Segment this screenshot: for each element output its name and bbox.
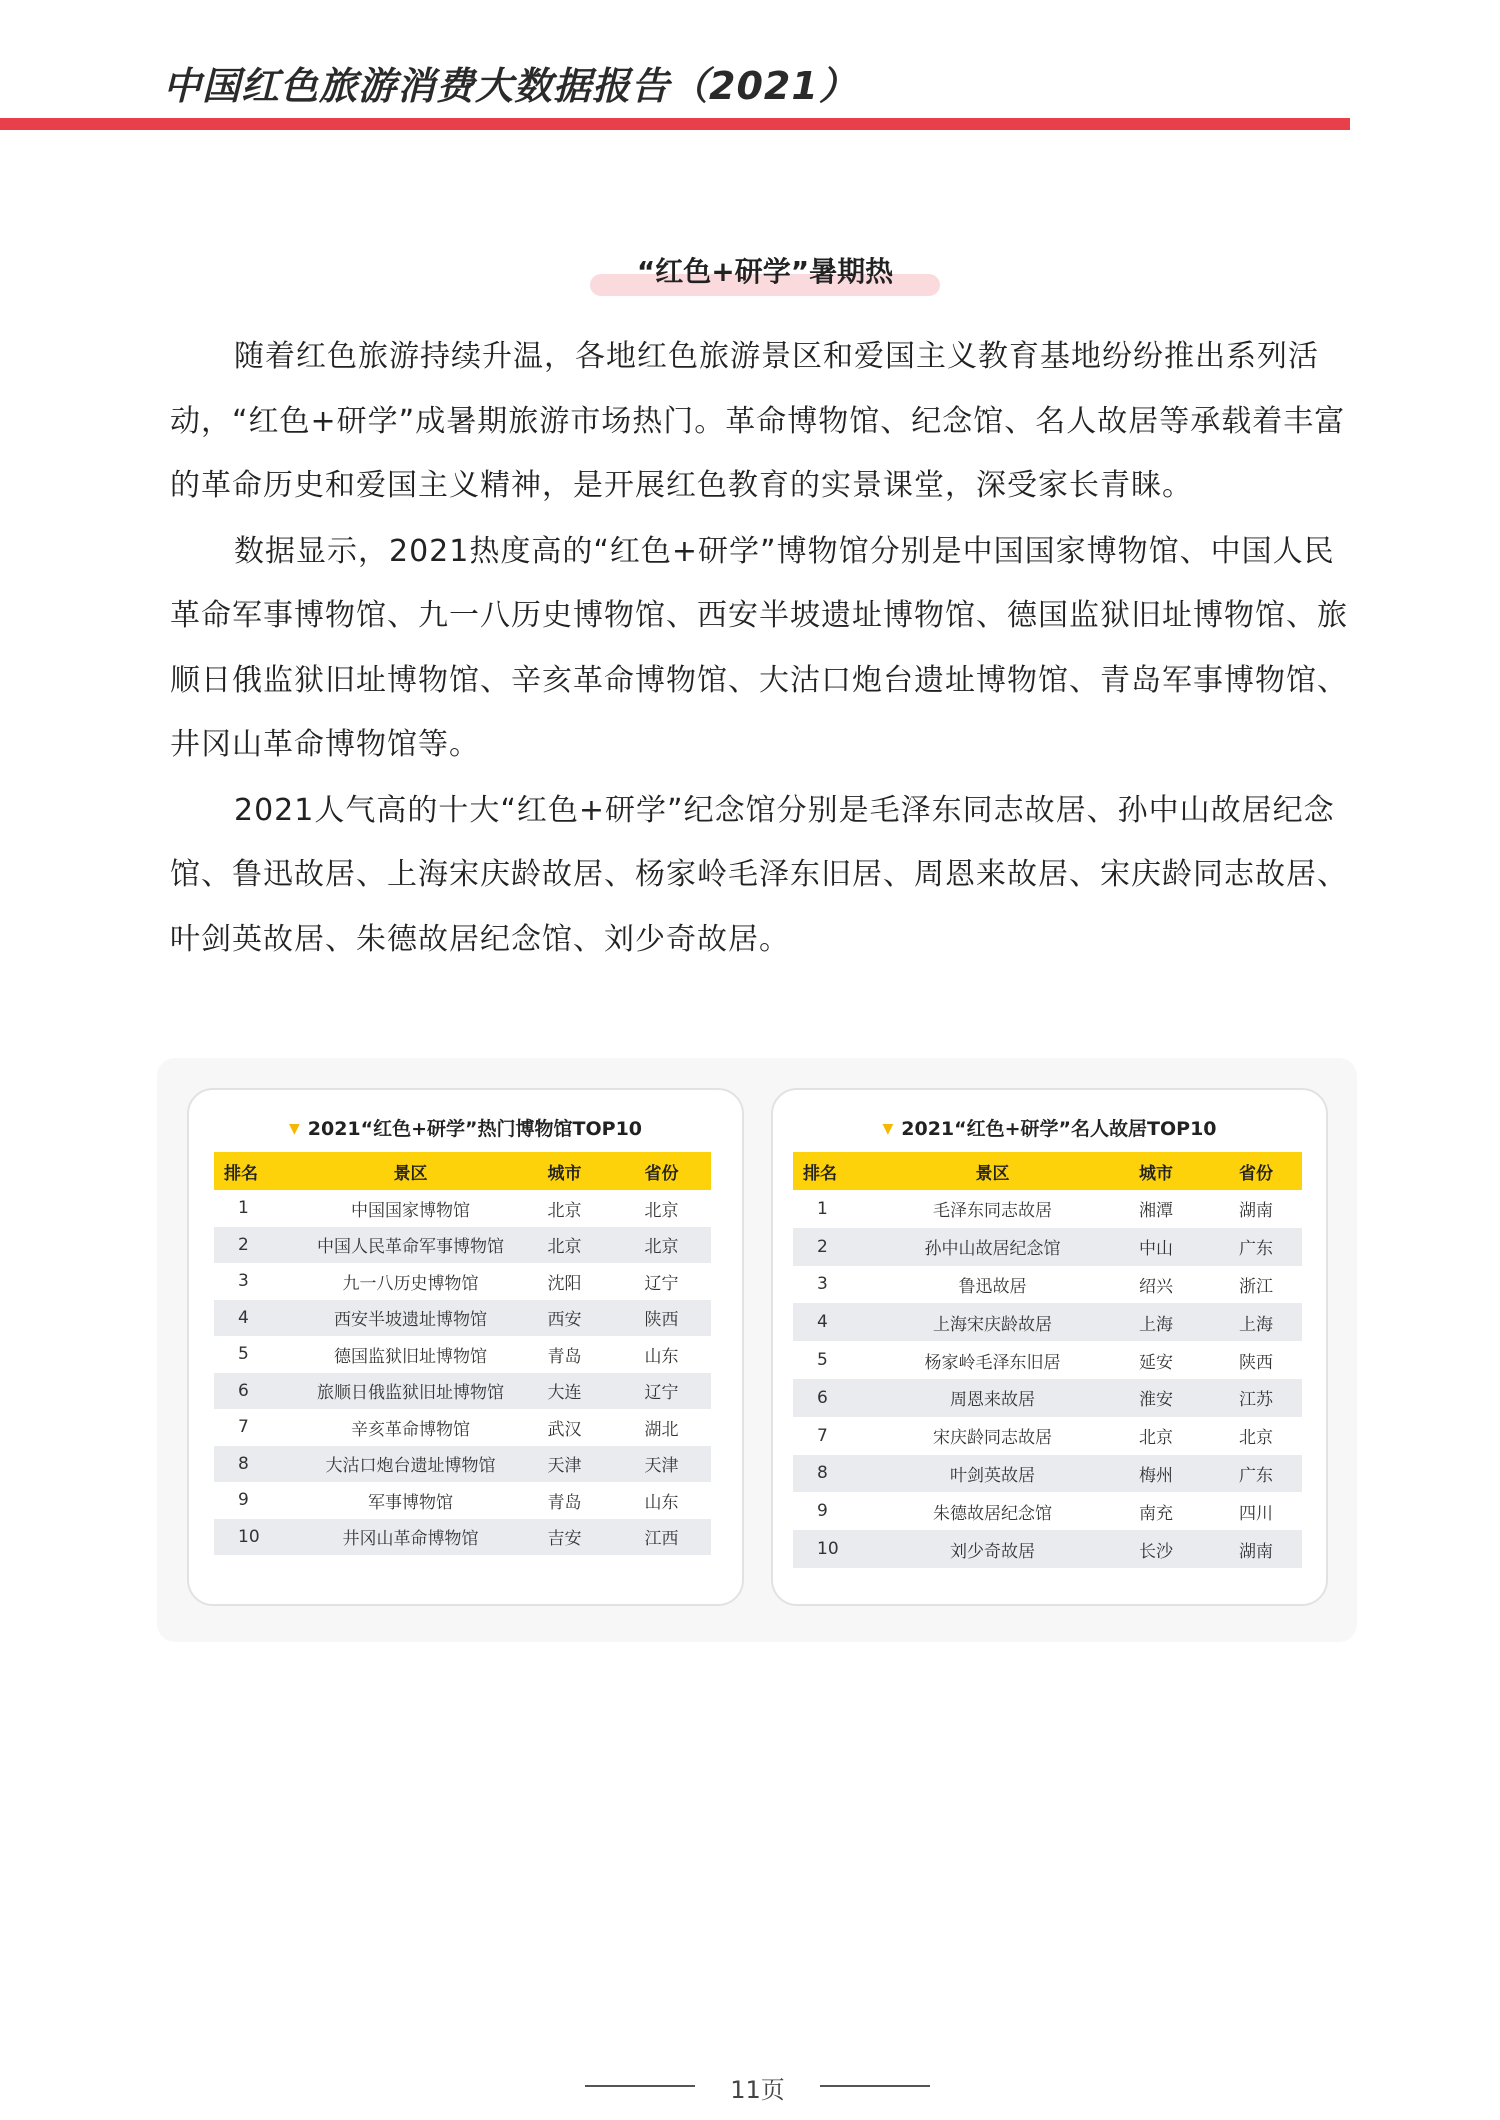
cell-city: 南充 xyxy=(1139,1503,1173,1524)
cell-site: 德国监狱旧址博物馆 xyxy=(334,1346,487,1367)
page-number: 11页 xyxy=(730,2076,785,2104)
cell-city: 北京 xyxy=(1139,1428,1173,1449)
cell-province: 北京 xyxy=(1239,1428,1273,1449)
cell-province: 浙江 xyxy=(1239,1276,1273,1297)
table-row xyxy=(793,1190,1302,1228)
cell-province: 江西 xyxy=(612,1519,711,1556)
table-row xyxy=(793,1492,1302,1530)
header-city: 城市 xyxy=(517,1152,612,1190)
cell-rank: 1 xyxy=(238,1198,249,1219)
header-divider xyxy=(0,118,1350,130)
cell-province: 上海 xyxy=(1210,1303,1302,1341)
cell-city: 青岛 xyxy=(547,1492,582,1513)
table-header-row xyxy=(793,1152,1302,1190)
cell-rank: 6 xyxy=(214,1373,304,1410)
header-city: 城市 xyxy=(1102,1152,1210,1190)
museum-table xyxy=(214,1152,711,1555)
table-row xyxy=(793,1417,1302,1455)
cell-city: 中山 xyxy=(1102,1228,1210,1266)
cell-city: 北京 xyxy=(517,1227,612,1264)
cell-province: 北京 xyxy=(612,1227,711,1264)
paragraph-museums: 数据显示，2021热度高的“红色+研学”博物馆分别是中国国家博物馆、中国人民革命军事博物馆、九一八历史博物馆、西安半坡遗址博物馆、德国监狱旧址博物馆、旅顺日俄监狱旧址博物馆、辛亥革命博物馆、大沽口炮台遗址博物馆、青岛军事博物馆、井冈山革命博物馆等。 xyxy=(170,533,1348,762)
cell-city: 大连 xyxy=(517,1373,612,1410)
cell-site: 中国国家博物馆 xyxy=(351,1200,470,1221)
cell-rank: 4 xyxy=(793,1303,883,1341)
cell-province: 山东 xyxy=(644,1492,679,1513)
cell-rank: 10 xyxy=(793,1530,883,1568)
cell-rank: 3 xyxy=(238,1271,249,1292)
table-row xyxy=(214,1482,711,1519)
cell-city: 北京 xyxy=(547,1200,582,1221)
cell-site: 大沽口炮台遗址博物馆 xyxy=(304,1446,517,1483)
cell-site: 西安半坡遗址博物馆 xyxy=(304,1300,517,1337)
cell-rank: 7 xyxy=(817,1425,828,1446)
cell-province: 陕西 xyxy=(1239,1352,1273,1373)
residence-top10-card xyxy=(771,1088,1328,1606)
table-row xyxy=(214,1409,711,1446)
cell-province: 广东 xyxy=(1210,1455,1302,1493)
footer-line-right xyxy=(820,2085,930,2087)
cell-city: 延安 xyxy=(1139,1352,1173,1373)
cell-city: 上海 xyxy=(1102,1303,1210,1341)
cell-city: 武汉 xyxy=(547,1419,582,1440)
residence-table-title-text: 2021“红色+研学”名人故居TOP10 xyxy=(901,1118,1217,1140)
cell-site: 朱德故居纪念馆 xyxy=(933,1503,1052,1524)
table-row xyxy=(793,1379,1302,1417)
table-row xyxy=(214,1336,711,1373)
cell-province: 江苏 xyxy=(1210,1379,1302,1417)
body-text xyxy=(170,325,1348,973)
triangle-down-icon: ▼ xyxy=(288,1121,300,1137)
cell-site: 叶剑英故居 xyxy=(883,1455,1102,1493)
cell-city: 沈阳 xyxy=(547,1273,582,1294)
cell-site: 上海宋庆龄故居 xyxy=(883,1303,1102,1341)
cell-city: 梅州 xyxy=(1102,1455,1210,1493)
cell-city: 天津 xyxy=(517,1446,612,1483)
table-row xyxy=(793,1530,1302,1568)
table-row xyxy=(214,1446,711,1483)
cell-province: 广东 xyxy=(1210,1228,1302,1266)
museum-table-title-text: 2021“红色+研学”热门博物馆TOP10 xyxy=(307,1118,643,1140)
cell-rank: 8 xyxy=(793,1455,883,1493)
table-row xyxy=(214,1519,711,1556)
cell-site: 旅顺日俄监狱旧址博物馆 xyxy=(304,1373,517,1410)
cell-site: 刘少奇故居 xyxy=(883,1530,1102,1568)
table-row xyxy=(793,1341,1302,1379)
cell-city: 绍兴 xyxy=(1139,1276,1173,1297)
cell-site: 孙中山故居纪念馆 xyxy=(883,1228,1102,1266)
cell-city: 西安 xyxy=(517,1300,612,1337)
table-header-row xyxy=(214,1152,711,1190)
cell-province: 四川 xyxy=(1239,1503,1273,1524)
table-row xyxy=(214,1373,711,1410)
cell-rank: 3 xyxy=(817,1274,828,1295)
cell-province: 陕西 xyxy=(612,1300,711,1337)
header-site: 景区 xyxy=(883,1152,1102,1190)
cell-province: 山东 xyxy=(644,1346,679,1367)
cell-rank: 6 xyxy=(793,1379,883,1417)
cell-site: 辛亥革命博物馆 xyxy=(351,1419,470,1440)
paragraph-residences: 2021人气高的十大“红色+研学”纪念馆分别是毛泽东同志故居、孙中山故居纪念馆、鲁迅故居、上海宋庆龄故居、杨家岭毛泽东旧居、周恩来故居、宋庆龄同志故居、叶剑英故居、朱德故居纪念馆、刘少奇故居。 xyxy=(170,792,1348,957)
header-province: 省份 xyxy=(1210,1152,1302,1190)
cell-rank: 5 xyxy=(238,1344,249,1365)
cell-city: 淮安 xyxy=(1102,1379,1210,1417)
header-rank: 排名 xyxy=(793,1152,883,1190)
cell-rank: 9 xyxy=(817,1501,828,1522)
cell-site: 鲁迅故居 xyxy=(958,1276,1027,1297)
table-row xyxy=(214,1263,711,1300)
cell-rank: 8 xyxy=(214,1446,304,1483)
cell-site: 九一八历史博物馆 xyxy=(342,1273,479,1294)
cell-province: 北京 xyxy=(644,1200,679,1221)
cell-site: 宋庆龄同志故居 xyxy=(933,1428,1052,1449)
table-row xyxy=(214,1300,711,1337)
report-title: 中国红色旅游消费大数据报告（2021） xyxy=(163,64,858,108)
cell-site: 毛泽东同志故居 xyxy=(933,1201,1052,1222)
cell-site: 中国人民革命军事博物馆 xyxy=(304,1227,517,1264)
cell-province: 湖北 xyxy=(644,1419,679,1440)
header-province: 省份 xyxy=(612,1152,711,1190)
cell-site: 周恩来故居 xyxy=(883,1379,1102,1417)
cell-rank: 5 xyxy=(817,1350,828,1371)
cell-site: 杨家岭毛泽东旧居 xyxy=(924,1352,1061,1373)
cell-city: 青岛 xyxy=(547,1346,582,1367)
cell-city: 湘潭 xyxy=(1139,1201,1173,1222)
cell-rank: 7 xyxy=(238,1417,249,1438)
page-footer xyxy=(585,2070,930,2104)
cell-rank: 10 xyxy=(214,1519,304,1556)
tables-panel xyxy=(157,1058,1357,1642)
museum-table-title xyxy=(189,1114,742,1141)
header-site: 景区 xyxy=(304,1152,517,1190)
cell-site: 井冈山革命博物馆 xyxy=(304,1519,517,1556)
cell-province: 天津 xyxy=(612,1446,711,1483)
cell-rank: 9 xyxy=(238,1490,249,1511)
cell-rank: 2 xyxy=(214,1227,304,1264)
residence-table xyxy=(793,1152,1302,1568)
table-row xyxy=(793,1303,1302,1341)
paragraph-intro: 随着红色旅游持续升温，各地红色旅游景区和爱国主义教育基地纷纷推出系列活动，“红色+研学”成暑期旅游市场热门。革命博物馆、纪念馆、名人故居等承载着丰富的革命历史和爱国主义精神，是开展红色教育的实景课堂，深受家长青睐。 xyxy=(170,339,1346,503)
cell-city: 长沙 xyxy=(1102,1530,1210,1568)
cell-site: 军事博物馆 xyxy=(368,1492,453,1513)
table-row xyxy=(793,1455,1302,1493)
cell-rank: 4 xyxy=(214,1300,304,1337)
cell-province: 辽宁 xyxy=(644,1273,679,1294)
cell-city: 吉安 xyxy=(517,1519,612,1556)
cell-rank: 2 xyxy=(793,1228,883,1266)
table-row xyxy=(793,1266,1302,1304)
cell-province: 湖南 xyxy=(1210,1530,1302,1568)
section-title: “红色+研学”暑期热 xyxy=(636,255,894,288)
section-heading xyxy=(590,250,940,300)
cell-province: 湖南 xyxy=(1239,1201,1273,1222)
table-row xyxy=(214,1227,711,1264)
cell-rank: 1 xyxy=(817,1198,828,1219)
header-rank: 排名 xyxy=(214,1152,304,1190)
cell-province: 辽宁 xyxy=(612,1373,711,1410)
table-row xyxy=(793,1228,1302,1266)
residence-table-title xyxy=(773,1114,1326,1141)
table-row xyxy=(214,1190,711,1227)
museum-top10-card xyxy=(187,1088,744,1606)
triangle-down-icon: ▼ xyxy=(882,1121,894,1137)
